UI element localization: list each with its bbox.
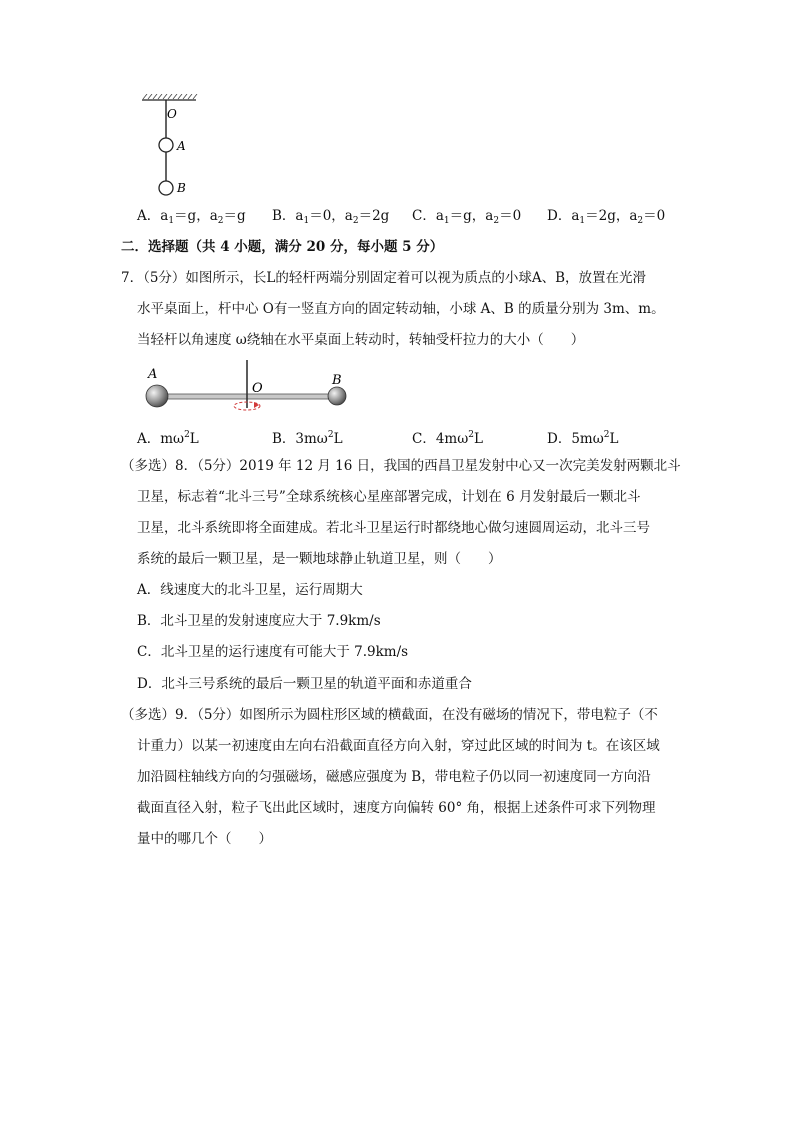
q8-line-3: 卫星，北斗系统即将全面建成。若北斗卫星运行时都绕地心做匀速圆周运动，北斗三号 [137, 520, 650, 536]
rod-figure [140, 360, 355, 416]
q8-line-4: 系统的最后一颗卫星，是一颗地球静止轨道卫星，则（ ） [137, 551, 502, 567]
q9-line-3: 加沿圆柱轴线方向的匀强磁场，磁感应强度为 B，带电粒子仍以同一初速度同一方向沿 [137, 769, 651, 785]
pendulum-figure [138, 94, 208, 198]
q7-option-a: A．$m\omega^2L$ [137, 430, 199, 447]
q8-line-2: 卫星，标志着“北斗三号”全球系统核心星座部署完成，计划在 6 月发射最后一颗北斗 [137, 489, 641, 505]
q9-line-1: （多选）9．（5分）如图所示为圆柱形区域的横截面，在没有磁场的情况下，带电粒子（不 [121, 707, 658, 723]
q7-option-b: B．$3m\omega^2L$ [272, 430, 343, 447]
section-heading: 二．选择题（共 4 小题，满分 20 分，每小题 5 分） [121, 239, 444, 255]
label-b: B [177, 181, 186, 195]
q9-line-2: 计重力）以某一初速度由左向右沿截面直径方向入射，穿过此区域的时间为 t。在该区域 [137, 738, 660, 754]
q8-line-1: （多选）8．（5分）2019 年 12 月 16 日，我国的西昌卫星发射中心又一次完美发射两颗北斗 [121, 458, 681, 474]
q7-option-c: C．$4m\omega^2L$ [412, 430, 483, 447]
rod-label-a: A [148, 367, 158, 382]
rod-label-o: O [252, 381, 263, 396]
q9-line-4: 截面直径入射，粒子飞出此区域时，速度方向偏转 60° 角，根据上述条件可求下列物理 [137, 800, 656, 816]
q8-option-d: D．北斗三号系统的最后一颗卫星的轨道平面和赤道重合 [137, 676, 472, 692]
q6-option-d: D．$a_1=2g$，$a_2=0$ [547, 208, 666, 226]
label-o: O [167, 107, 177, 121]
q6-option-a: A．$a_1=g$，$a_2=g$ [137, 208, 246, 226]
q8-option-a: A．线速度大的北斗卫星，运行周期大 [137, 582, 363, 598]
rod-label-b: B [332, 373, 342, 388]
q8-option-c: C．北斗卫星的运行速度有可能大于 7.9km/s [137, 644, 409, 660]
q6-option-c: C．$a_1=g$，$a_2=0$ [412, 208, 522, 226]
q8-option-b: B．北斗卫星的发射速度应大于 7.9km/s [137, 613, 381, 629]
q6-option-b: B．$a_1=0$，$a_2=2g$ [272, 208, 390, 226]
q7-option-d: D．$5m\omega^2L$ [547, 430, 619, 447]
label-a: A [177, 139, 186, 153]
q9-line-5: 量中的哪几个（ ） [137, 831, 272, 847]
q7-line-2: 水平桌面上，杆中心 O有一竖直方向的固定转动轴，小球 A、B 的质量分别为 3m、m。 [137, 301, 665, 317]
q7-line-3: 当轻杆以角速度 ω绕轴在水平桌面上转动时，转轴受杆拉力的大小（ ） [137, 332, 585, 348]
q7-line-1: 7．（5分）如图所示，长L的轻杆两端分别固定着可以视为质点的小球A、B，放置在光滑 [121, 270, 647, 286]
